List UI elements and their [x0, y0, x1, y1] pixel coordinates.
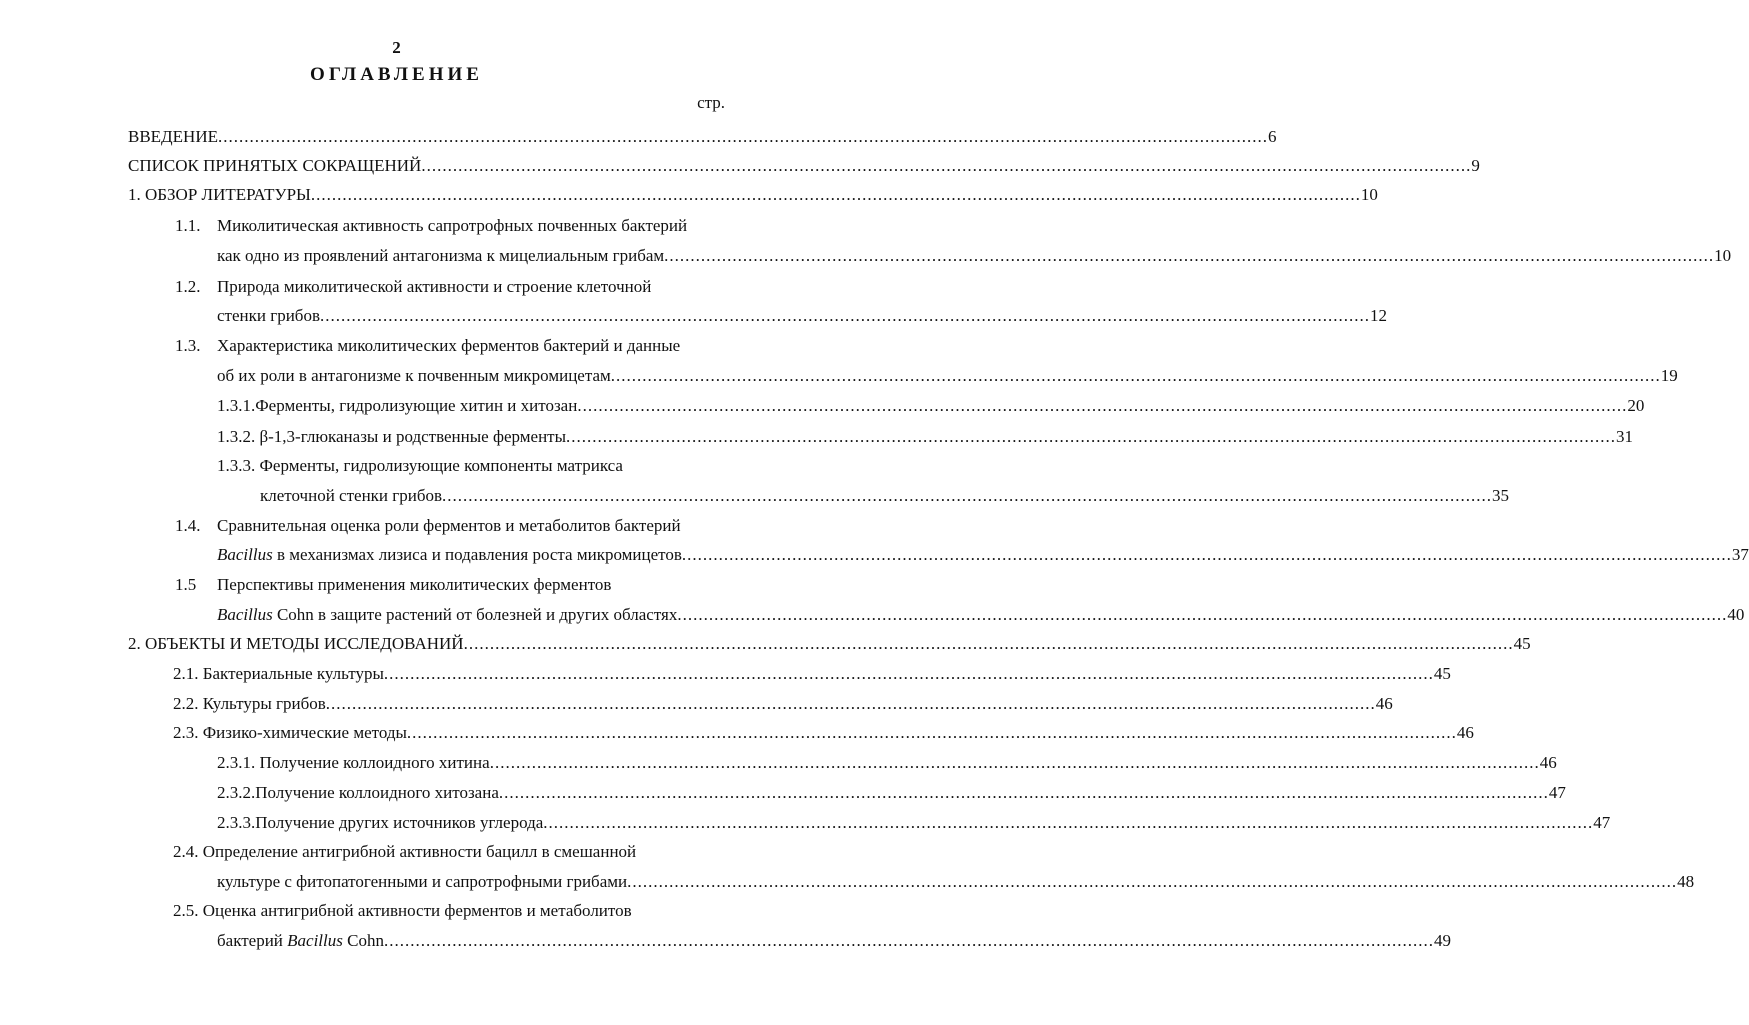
entry-title — [128, 126, 218, 148]
entry-title-text: как одно из проявлений антагонизма к мицелиальным грибам — [217, 246, 665, 265]
entry-page: 49 — [1433, 931, 1451, 950]
dot-leader: ........................................................................................................................................................................................................ — [383, 931, 1434, 950]
dot-leader: ........................................................................................................................................................................................................ — [310, 185, 1361, 204]
entry-title — [217, 335, 680, 357]
entry-title — [217, 395, 577, 417]
dot-leader: ........................................................................................................................................................................................................ — [543, 813, 1594, 832]
dot-leader: ........................................................................................................................................................................................................ — [681, 545, 1732, 564]
toc-entry[interactable] — [175, 515, 681, 537]
entry-title-tail: Cohn — [342, 931, 384, 950]
entry-number: 1.5 — [175, 575, 197, 594]
entry-title-text: 1. ОБЗОР ЛИТЕРАТУРЫ — [128, 185, 311, 204]
entry-title-text: 2. ОБЪЕКТЫ И МЕТОДЫ ИССЛЕДОВАНИЙ — [128, 634, 464, 653]
entry-page: 45 — [1433, 664, 1451, 683]
dot-leader: ........................................................................................................................................................................................................ — [421, 156, 1472, 175]
dot-leader: ........................................................................................................................................................................................................ — [325, 694, 1376, 713]
toc-entry[interactable] — [173, 693, 1393, 715]
entry-italic-term: Bacillus — [217, 605, 273, 624]
entry-title-text: клеточной стенки грибов — [260, 486, 443, 505]
entry-title — [217, 930, 384, 952]
toc-entry[interactable] — [217, 245, 1732, 267]
dot-leader: ........................................................................................................................................................................................................ — [489, 753, 1540, 772]
entry-title-text: 2.5. Оценка антигрибной активности ферментов и метаболитов — [173, 901, 632, 920]
dot-leader: ........................................................................................................................................................................................................ — [217, 127, 1268, 146]
dot-leader: ........................................................................................................................................................................................................ — [406, 723, 1457, 742]
toc-entry[interactable] — [217, 426, 1634, 448]
entry-number: 1.4. — [175, 516, 201, 535]
entry-title — [217, 455, 623, 477]
entry-title-text: в механизмах лизиса и подавления роста микромицетов — [272, 545, 682, 564]
toc-entry[interactable] — [175, 335, 680, 357]
dot-leader: ........................................................................................................................................................................................................ — [610, 366, 1661, 385]
entry-title — [217, 574, 611, 596]
toc-entry[interactable] — [217, 455, 623, 477]
dot-leader: ........................................................................................................................................................................................................ — [627, 872, 1678, 891]
entry-title — [173, 693, 326, 715]
entry-page: 9 — [1471, 156, 1480, 175]
dot-leader: ........................................................................................................................................................................................................ — [319, 306, 1370, 325]
entry-page: 46 — [1539, 753, 1557, 772]
toc-entry[interactable] — [173, 722, 1474, 744]
toc-entry[interactable] — [173, 900, 632, 922]
dot-leader: ........................................................................................................................................................................................................ — [463, 634, 1514, 653]
entry-page: 45 — [1513, 634, 1531, 653]
entry-title — [217, 871, 627, 893]
entry-title-text: 2.1. Бактериальные культуры — [173, 664, 384, 683]
toc-entry[interactable] — [128, 155, 1480, 177]
entry-title — [173, 900, 632, 922]
entry-title — [173, 663, 384, 685]
entry-number: 1.1. — [175, 216, 201, 235]
entry-title-text: Природа миколитической активности и строение клеточной — [217, 277, 652, 296]
entry-italic-term: Bacillus — [217, 545, 273, 564]
toc-entry[interactable] — [128, 126, 1277, 148]
entry-page: 19 — [1660, 366, 1678, 385]
entry-title — [260, 485, 442, 507]
entry-page: 12 — [1369, 306, 1387, 325]
entry-title — [217, 544, 682, 566]
dot-leader: ........................................................................................................................................................................................................ — [677, 605, 1728, 624]
entry-page: 20 — [1627, 396, 1645, 415]
entry-number: 1.2. — [175, 277, 201, 296]
toc-entry[interactable] — [217, 752, 1557, 774]
toc-entry[interactable] — [260, 485, 1510, 507]
entry-title — [217, 604, 677, 626]
toc-entry[interactable] — [217, 782, 1566, 804]
dot-leader: ........................................................................................................................................................................................................ — [566, 427, 1617, 446]
entry-title — [217, 782, 499, 804]
toc-entry[interactable] — [175, 276, 651, 298]
dot-leader: ........................................................................................................................................................................................................ — [577, 396, 1628, 415]
entry-italic-term: Bacillus — [287, 931, 343, 950]
entry-title — [217, 515, 681, 537]
dot-leader: ........................................................................................................................................................................................................ — [442, 486, 1493, 505]
toc-entry[interactable] — [217, 812, 1611, 834]
entry-title — [173, 841, 636, 863]
toc-entry[interactable] — [175, 574, 611, 596]
entry-page: 10 — [1714, 246, 1732, 265]
toc-entry[interactable] — [217, 871, 1695, 893]
entry-title — [217, 812, 543, 834]
toc-entry[interactable] — [217, 604, 1745, 626]
entry-title-text: 2.3. Физико-химические методы — [173, 723, 407, 742]
toc-entry[interactable] — [128, 184, 1378, 206]
entry-title-text: 2.3.3.Получение других источников углерода — [217, 813, 544, 832]
entry-title-text: Характеристика миколитических ферментов бактерий и данные — [217, 336, 681, 355]
entry-title-text: 1.3.1.Ферменты, гидролизующие хитин и хитозан — [217, 396, 578, 415]
entry-page: 47 — [1593, 813, 1611, 832]
entry-title-text: 2.4. Определение антигрибной активности бацилл в смешанной — [173, 842, 637, 861]
entry-page: 35 — [1492, 486, 1510, 505]
entry-page: 48 — [1677, 872, 1695, 891]
entry-title-text: СПИСОК ПРИНЯТЫХ СОКРАЩЕНИЙ — [128, 156, 422, 175]
toc-entry[interactable] — [217, 395, 1645, 417]
toc-entry[interactable] — [173, 663, 1451, 685]
entry-page: 46 — [1375, 694, 1393, 713]
entry-title — [217, 426, 566, 448]
entry-title — [217, 245, 664, 267]
page-number: 2 — [392, 38, 401, 57]
entry-title-text: культуре с фитопатогенными и сапротрофными грибами — [217, 872, 628, 891]
toc-entry[interactable] — [217, 544, 1749, 566]
entry-title — [217, 752, 490, 774]
page-title: ОГЛАВЛЕНИЕ — [310, 64, 483, 85]
entry-title — [128, 184, 311, 206]
toc-entry[interactable] — [173, 841, 636, 863]
entry-title — [128, 155, 421, 177]
entry-title — [217, 276, 651, 298]
entry-title-text: Перспективы применения миколитических ферментов — [217, 575, 612, 594]
entry-page: 6 — [1267, 127, 1277, 146]
entry-title — [217, 305, 320, 327]
entry-page: 46 — [1456, 723, 1474, 742]
toc-entry[interactable] — [217, 930, 1451, 952]
entry-title — [217, 215, 687, 237]
entry-title-text: 2.3.2.Получение коллоидного хитозана — [217, 783, 499, 802]
entry-title-text: 1.3.2. β-1,3-глюканазы и родственные ферменты — [217, 427, 567, 446]
entry-title-text: Cohn в защите растений от болезней и других областях — [272, 605, 678, 624]
entry-page: 40 — [1727, 605, 1745, 624]
entry-title-text: бактерий — [217, 931, 288, 950]
dot-leader: ........................................................................................................................................................................................................ — [383, 664, 1434, 683]
entry-title-text: ВВЕДЕНИЕ — [128, 127, 218, 146]
entry-title-text: Сравнительная оценка роли ферментов и метаболитов бактерий — [217, 516, 681, 535]
page-column-label: стр. — [697, 93, 725, 112]
entry-title — [173, 722, 407, 744]
dot-leader: ........................................................................................................................................................................................................ — [498, 783, 1549, 802]
entry-title — [128, 633, 464, 655]
entry-title-text: 2.3.1. Получение коллоидного хитина — [217, 753, 490, 772]
toc-entry[interactable] — [128, 633, 1531, 655]
entry-page: 10 — [1360, 185, 1378, 204]
entry-title — [217, 365, 611, 387]
entry-title-text: 1.3.3. Ферменты, гидролизующие компоненты матрикса — [217, 456, 623, 475]
entry-page: 37 — [1731, 545, 1749, 564]
entry-title-text: стенки грибов — [217, 306, 320, 325]
entry-page: 31 — [1616, 427, 1634, 446]
entry-page: 47 — [1548, 783, 1566, 802]
toc-entry[interactable] — [217, 305, 1387, 327]
entry-number: 1.3. — [175, 336, 201, 355]
entry-title-text: об их роли в антагонизме к почвенным микромицетам — [217, 366, 611, 385]
toc-entry[interactable] — [175, 215, 687, 237]
toc-entry[interactable] — [217, 365, 1678, 387]
entry-title-text: 2.2. Культуры грибов — [173, 694, 326, 713]
entry-title-text: Миколитическая активность сапротрофных почвенных бактерий — [217, 216, 688, 235]
dot-leader: ........................................................................................................................................................................................................ — [664, 246, 1715, 265]
